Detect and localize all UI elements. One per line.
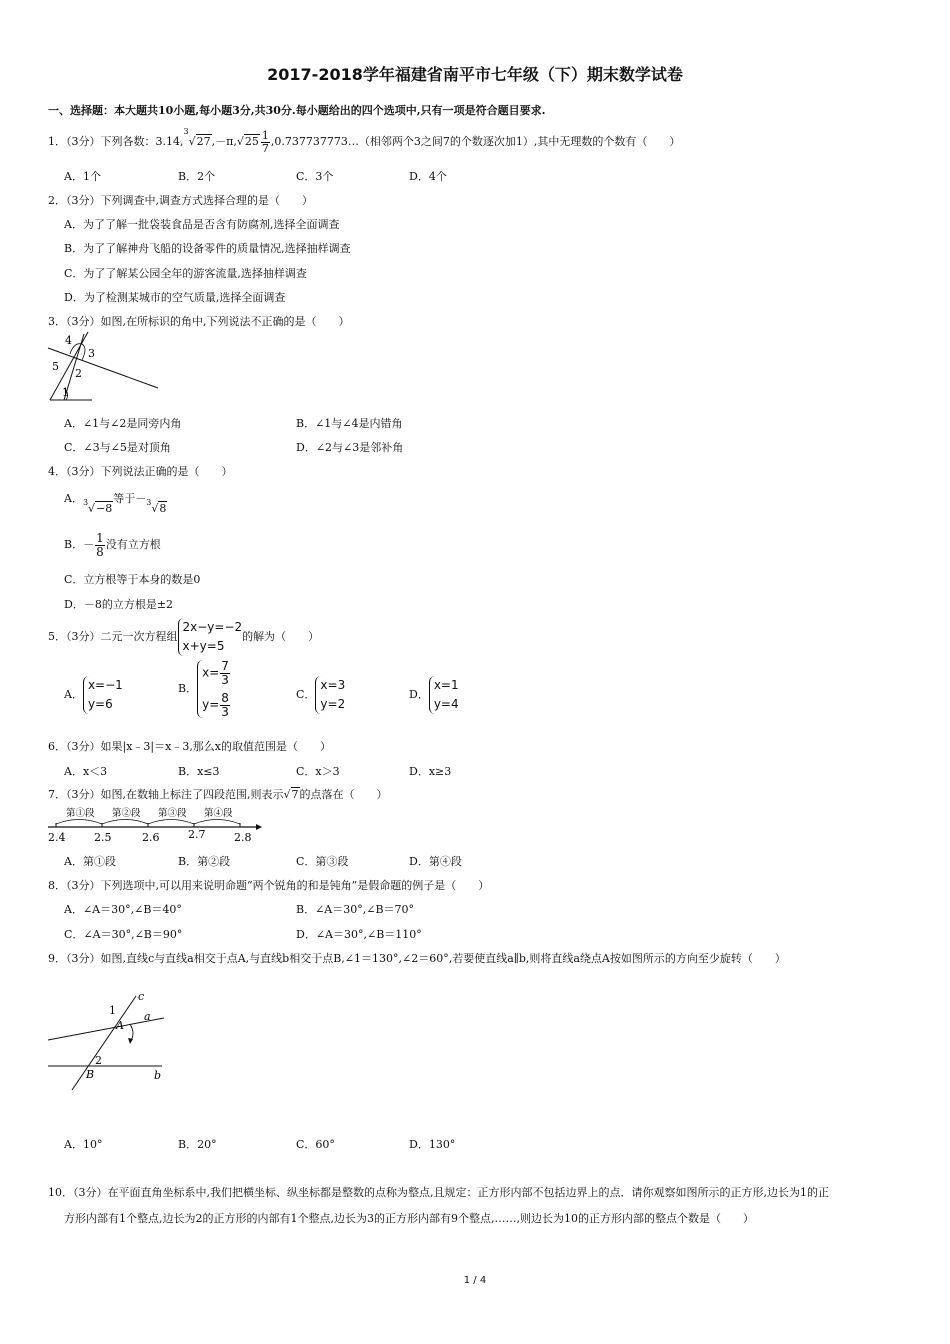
q3-line-transversal [48, 348, 158, 388]
q4-a-root-1: −8 [96, 502, 113, 515]
q1-option-a[interactable]: A．1个 [64, 170, 101, 183]
q4-option-c[interactable]: C．立方根等于本身的数是0 [64, 573, 201, 586]
q5-option-b[interactable] [178, 660, 231, 718]
q7-segment-arc-1 [56, 820, 102, 825]
question-5-stem [48, 618, 319, 656]
q3-option-c[interactable]: C．∠3与∠5是对顶角 [64, 441, 171, 454]
question-2-stem: 2．（3分）下列调查中,调查方式选择合理的是（ ） [48, 194, 313, 207]
q1-option-b[interactable]: B．2个 [178, 170, 216, 183]
q3-label-3: 3 [88, 347, 95, 360]
q4-option-d[interactable]: D．－8的立方根是±2 [64, 598, 174, 611]
q7-option-c[interactable]: C．第③段 [296, 855, 349, 868]
q9-label-b: b [154, 1069, 162, 1082]
question-8-stem: 8．（3分）下列选项中,可以用来说明命题“两个锐角的和是钝角”是假命题的例子是（ ） [48, 879, 490, 892]
q9-line-c [72, 996, 136, 1090]
q7-segment-2: 第②段 [112, 808, 141, 819]
q4-a-mid-text: 等于－ [113, 492, 147, 505]
q5-a-label: A． [64, 688, 83, 702]
q7-tick-label-1: 2.4 [48, 831, 66, 844]
page-number: 1 / 4 [463, 1275, 487, 1286]
page-title: 2017-2018学年福建省南平市七年级（下）期末数学试卷 [267, 65, 683, 84]
q9-arrowhead [128, 1038, 133, 1044]
q5-b-label: B． [178, 682, 198, 696]
q9-label-A: A [116, 1019, 124, 1032]
q5-option-c[interactable] [296, 676, 345, 714]
q7-tick-label-2: 2.5 [94, 831, 112, 844]
q5-c-system: x=3 y=2 [315, 676, 345, 714]
q3-label-4: 4 [65, 334, 72, 347]
q4-b-fraction: $\frac{1}{8}$ [96, 531, 104, 559]
q3-label-5: 5 [52, 360, 59, 373]
q9-label-c: c [138, 990, 145, 1003]
q2-option-b[interactable]: B．为了了解神舟飞船的设备零件的质量情况,选择抽样调查 [64, 242, 351, 255]
q9-label-a: a [144, 1010, 151, 1023]
q5-text-a: 5．（3分）二元一次方程组 [48, 630, 178, 644]
section-heading: 一、选择题：本大题共10小题,每小题3分,共30分.每小题给出的四个选项中,只有一项是符合题目要求. [48, 104, 546, 117]
q7-number-line [44, 803, 264, 845]
q2-option-c[interactable]: C．为了了解某公园全年的游客流量,选择抽样调查 [64, 267, 307, 280]
q9-option-a[interactable]: A．10° [64, 1138, 103, 1151]
q6-option-b[interactable]: B．x≤3 [178, 765, 220, 778]
q9-label-2: 2 [95, 1054, 102, 1067]
question-4-stem: 4．（3分）下列说法正确的是（ ） [48, 465, 233, 478]
q4-a-root-index-1: 3 [82, 498, 89, 507]
q9-lines-figure [44, 990, 174, 1090]
q3-angle-arc [70, 344, 85, 360]
q1-root-b: 25 [244, 135, 259, 149]
q7-axis-arrow [256, 824, 262, 830]
q7-segment-arc-3 [148, 820, 194, 825]
q7-text-a: 7．（3分）如图,在数轴上标注了四段范围,则表示 [48, 788, 284, 801]
q5-option-d[interactable] [409, 676, 459, 714]
q1-text-mid: ,－π, [211, 135, 237, 149]
q7-root: 7 [291, 788, 299, 801]
q5-b-system: x= $\frac{7}{3}$ y= $\frac{8}{3}$ [197, 660, 231, 718]
q4-option-a-label: A． [64, 492, 83, 505]
q7-tick-label-4: 2.7 [188, 828, 206, 841]
q3-option-a[interactable]: A．∠1与∠2是同旁内角 [64, 417, 182, 430]
q3-label-1: 1 [62, 386, 69, 399]
q7-segment-arc-2 [102, 820, 148, 825]
q5-d-system: x=1 y=4 [429, 676, 459, 714]
q9-option-b[interactable]: B．20° [178, 1138, 217, 1151]
q9-option-d[interactable]: D．130° [409, 1138, 456, 1151]
q9-label-B: B [86, 1068, 95, 1081]
q7-segment-4: 第④段 [204, 808, 233, 819]
q1-root-a: 27 [196, 135, 211, 149]
q1-option-d[interactable]: D．4个 [409, 170, 447, 183]
q7-option-d[interactable]: D．第④段 [409, 855, 462, 868]
question-6-stem: 6．（3分）如果|x﹣3|＝x﹣3,那么x的取值范围是（ ） [48, 740, 332, 753]
q7-segment-3: 第③段 [158, 808, 187, 819]
q7-tick-label-3: 2.6 [142, 831, 160, 844]
question-10-line-1: 10．（3分）在平面直角坐标系中,我们把横坐标、纵坐标都是整数的点称为整点,且规定：正方形内部不包括边界上的点．请你观察如图所示的正方形,边长为1的正 [48, 1186, 829, 1199]
q3-option-d[interactable]: D．∠2与∠3是邻补角 [296, 441, 404, 454]
q1-fraction: $\frac{1}{7}$ [261, 129, 269, 155]
q5-option-a[interactable] [64, 676, 123, 714]
question-9-stem: 9．（3分）如图,直线c与直线a相交于点A,与直线b相交于点B,∠1＝130°,∠2＝60°,若要使直线a∥b,则将直线a绕点A按如图所示的方向至少旋转（ ） [48, 952, 786, 965]
q6-option-a[interactable]: A．x＜3 [64, 765, 108, 778]
q6-option-d[interactable]: D．x≥3 [409, 765, 452, 778]
q8-option-a[interactable]: A．∠A＝30°,∠B＝40° [64, 903, 182, 916]
q4-option-b-label: B．－ [64, 538, 95, 552]
q8-option-c[interactable]: C．∠A＝30°,∠B＝90° [64, 928, 183, 941]
q4-a-root-2: 8 [159, 502, 167, 515]
question-1-stem: 1．（3分）下列各数：3.14,$^3$√27,－π,√25 $\frac{1}{7}$ ,0.737737773…（相邻两个3之间7的个数逐次加1）,其中无理数的个数有（ ） [48, 127, 681, 155]
q3-angle-figure [44, 330, 164, 406]
q2-option-a[interactable]: A．为了了解一批袋装食品是否含有防腐剂,选择全面调查 [64, 218, 340, 231]
q5-c-label: C． [296, 688, 316, 702]
q7-segment-arc-4 [194, 820, 240, 825]
q4-b-text: 没有立方根 [105, 538, 161, 552]
q7-tick-label-5: 2.8 [234, 831, 252, 844]
q7-option-a[interactable]: A．第①段 [64, 855, 116, 868]
q6-option-c[interactable]: C．x＞3 [296, 765, 340, 778]
q8-option-b[interactable]: B．∠A＝30°,∠B＝70° [296, 903, 415, 916]
q8-option-d[interactable]: D．∠A＝30°,∠B＝110° [296, 928, 422, 941]
q7-option-b[interactable]: B．第②段 [178, 855, 231, 868]
q1-option-c[interactable]: C．3个 [296, 170, 334, 183]
question-3-stem: 3．（3分）如图,在所标识的角中,下列说法不正确的是（ ） [48, 315, 350, 328]
q1-text-a: 1．（3分）下列各数：3.14, [48, 135, 184, 149]
q5-text-b: 的解为（ ） [242, 630, 320, 644]
q7-text-b: 的点落在（ ） [299, 788, 388, 801]
q7-segment-1: 第①段 [66, 808, 95, 819]
q9-option-c[interactable]: C．60° [296, 1138, 335, 1151]
q9-label-1: 1 [109, 1004, 116, 1017]
q2-option-d[interactable]: D．为了检测某城市的空气质量,选择全面调查 [64, 291, 286, 304]
q3-option-b[interactable]: B．∠1与∠4是内错角 [296, 417, 403, 430]
q1-text-b: ,0.737737773…（相邻两个3之间7的个数逐次加1）,其中无理数的个数有（ ） [270, 135, 681, 149]
q4-a-root-index-2: 3 [146, 498, 152, 507]
q5-a-system: x=−1 y=6 [83, 676, 123, 714]
question-7-stem: 7．（3分）如图,在数轴上标注了四段范围,则表示√7的点落在（ ） [48, 788, 388, 801]
q4-option-b[interactable] [64, 532, 161, 558]
q1-root-index: 3 [183, 127, 189, 136]
q5-system: 2x−y=−2 x+y=5 [178, 618, 243, 656]
q5-d-label: D． [409, 688, 429, 702]
q4-option-a[interactable]: A．$^3$√−8等于－$^3$√8 [64, 492, 167, 515]
question-10-line-2: 方形内部有1个整点,边长为2的正方形的内部有1个整点,边长为3的正方形内部有9个整点,……,则边长为10的正方形内部的整点个数是（ ） [64, 1212, 754, 1225]
q3-label-2: 2 [75, 367, 82, 380]
